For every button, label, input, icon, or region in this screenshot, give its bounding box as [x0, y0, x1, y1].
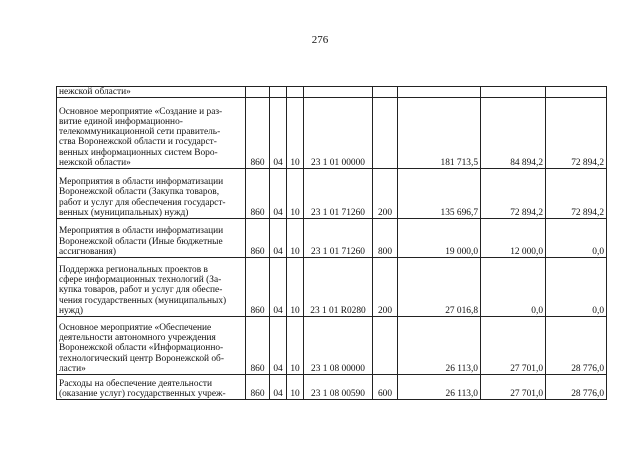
subsection-code: 10 [287, 258, 304, 317]
table-row [57, 258, 607, 317]
ministry-code: 860 [246, 375, 270, 400]
section-code: 04 [270, 219, 287, 258]
amount-year-3: 72 894,2 [546, 98, 607, 169]
amount-year-3: 28 776,0 [546, 375, 607, 400]
target-article-code [304, 87, 373, 98]
section-code: 04 [270, 375, 287, 400]
target-article-code: 23 1 01 71260 [304, 169, 373, 219]
subsection-code [287, 87, 304, 98]
subsection-code: 10 [287, 375, 304, 400]
row-name: Расходы на обеспечение деятельности (оказание услуг) государственных учреж- [57, 375, 246, 400]
amount-year-3: 0,0 [546, 219, 607, 258]
amount-year-2 [481, 87, 546, 98]
row-name: Основное мероприятие «Обеспечение деятельности автономного учреждения Воронежской области «Информационно- технологический центр Воронежской об- ласти» [57, 317, 246, 375]
amount-year-3: 72 894,2 [546, 169, 607, 219]
ministry-code: 860 [246, 98, 270, 169]
amount-year-1: 26 113,0 [398, 375, 481, 400]
amount-year-2: 0,0 [481, 258, 546, 317]
target-article-code: 23 1 01 71260 [304, 219, 373, 258]
expense-type-code: 200 [373, 258, 398, 317]
row-name: Мероприятия в области информатизации Воронежской области (Закупка товаров, работ и услуг для обеспечения государст- венных (муниципальных) нужд) [57, 169, 246, 219]
expense-type-code [373, 98, 398, 169]
expense-type-code [373, 317, 398, 375]
subsection-code: 10 [287, 98, 304, 169]
section-code: 04 [270, 317, 287, 375]
expense-type-code: 800 [373, 219, 398, 258]
section-code: 04 [270, 258, 287, 317]
budget-table [56, 86, 607, 400]
table-row [57, 98, 607, 169]
table-row [57, 169, 607, 219]
target-article-code: 23 1 01 00000 [304, 98, 373, 169]
ministry-code: 860 [246, 258, 270, 317]
table-row [57, 219, 607, 258]
section-code: 04 [270, 169, 287, 219]
amount-year-1: 27 016,8 [398, 258, 481, 317]
target-article-code: 23 1 08 00590 [304, 375, 373, 400]
expense-type-code [373, 87, 398, 98]
subsection-code: 10 [287, 219, 304, 258]
ministry-code [246, 87, 270, 98]
table-row [57, 87, 607, 98]
amount-year-2: 12 000,0 [481, 219, 546, 258]
target-article-code: 23 1 01 R0280 [304, 258, 373, 317]
expense-type-code: 600 [373, 375, 398, 400]
amount-year-2: 84 894,2 [481, 98, 546, 169]
amount-year-3: 28 776,0 [546, 317, 607, 375]
amount-year-1: 135 696,7 [398, 169, 481, 219]
subsection-code: 10 [287, 317, 304, 375]
amount-year-2: 72 894,2 [481, 169, 546, 219]
amount-year-2: 27 701,0 [481, 317, 546, 375]
amount-year-3: 0,0 [546, 258, 607, 317]
row-name: Мероприятия в области информатизации Воронежской области (Иные бюджетные ассигнования) [57, 219, 246, 258]
subsection-code: 10 [287, 169, 304, 219]
row-name: Основное мероприятие «Создание и раз- витие единой информационно- телекоммуникационной сети правитель- ства Воронежской области и государст- венных информационных систем Воро- нежской области» [57, 98, 246, 169]
target-article-code: 23 1 08 00000 [304, 317, 373, 375]
page-number: 276 [311, 34, 329, 46]
amount-year-1: 26 113,0 [398, 317, 481, 375]
amount-year-1: 19 000,0 [398, 219, 481, 258]
ministry-code: 860 [246, 219, 270, 258]
amount-year-1 [398, 87, 481, 98]
expense-type-code: 200 [373, 169, 398, 219]
row-name: Поддержка региональных проектов в сфере информационных технологий (За- купка товаров, работ и услуг для обеспе- чения государственных (муниципальных) нужд) [57, 258, 246, 317]
ministry-code: 860 [246, 169, 270, 219]
table-row [57, 317, 607, 375]
amount-year-3 [546, 87, 607, 98]
ministry-code: 860 [246, 317, 270, 375]
amount-year-1: 181 713,5 [398, 98, 481, 169]
amount-year-2: 27 701,0 [481, 375, 546, 400]
table-row [57, 375, 607, 400]
section-code: 04 [270, 98, 287, 169]
section-code [270, 87, 287, 98]
row-name: нежской области» [57, 87, 246, 98]
